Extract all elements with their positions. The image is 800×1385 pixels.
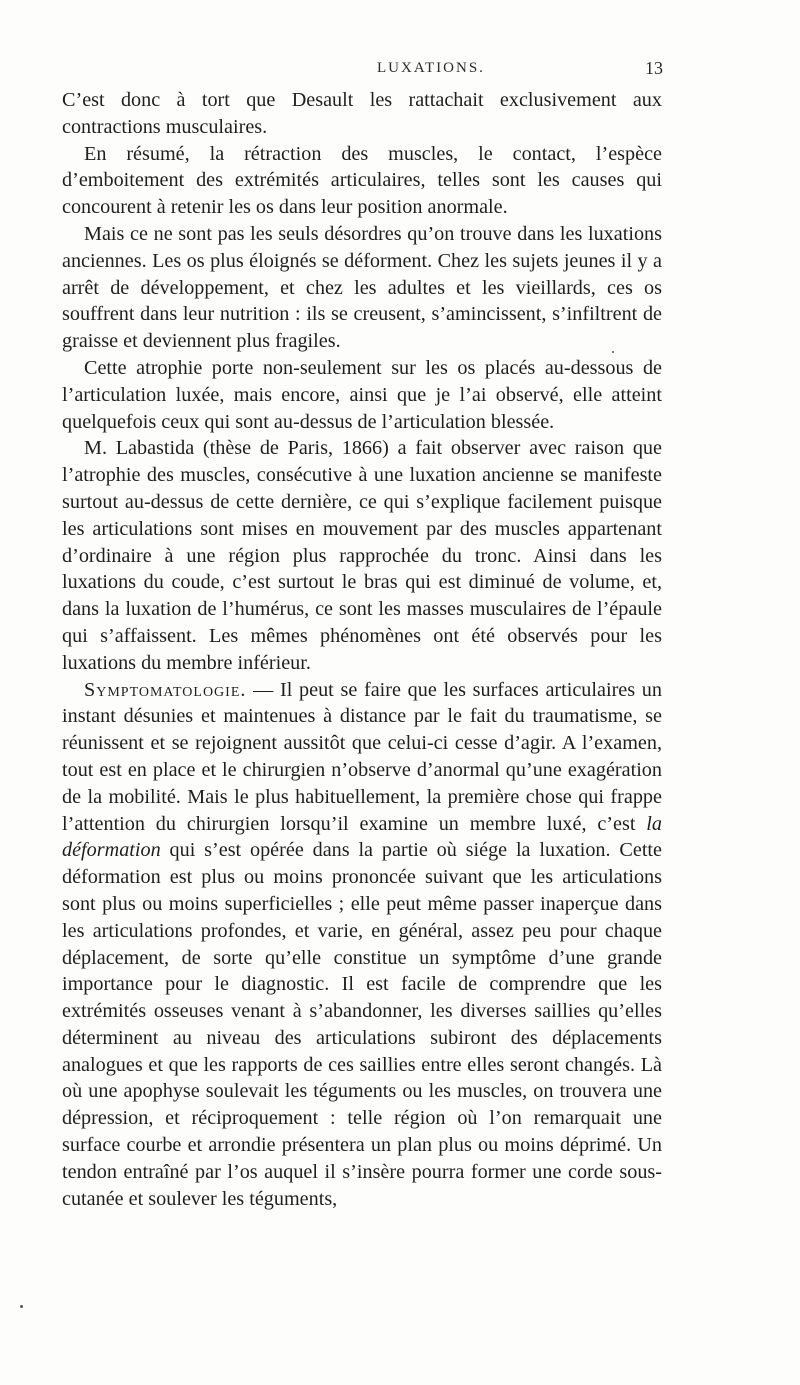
paragraph-3: Mais ce ne sont pas les seuls désordres qu’on trouve dans les luxations anciennes. Les os plus éloignés se déforment. Chez les sujets jeunes il y a arrêt de développement, et chez les adultes et les vieillards, ces os souffrent dans leur nutrition : ils se creusent, s’amincissent, s’infiltrent de graisse et deviennent plus fragiles. — [62, 222, 662, 353]
page-number: 13 — [645, 58, 663, 78]
ink-speck — [612, 351, 614, 353]
ink-speck — [20, 1305, 23, 1308]
paragraph-6-text-b: qui s’est opérée dans la partie où siége la luxation. Cette déformation est plus ou moins prononcée suivant que les articulations sont plus ou moins superficielles ; elle peut même passer inaperçue dans les articulations profondes, et varie, en général, assez peu pour chaque déplacement, de sorte qu’elle constitue un symptôme d’une grande importance pour le diagnostic. Il est facile de comprendre que les extrémités osseuses venant à s’abandonner, les diverses saillies qu’elles déterminent au niveau des articulations subiront des déplacements analogues et que les rapports de ces saillies entre elles seront changés. Là où une apophyse soulevait les téguments ou les muscles, on trouvera une dépression, et réciproquement : telle région où l’on remarquait une surface courbe et arrondie présentera un plan plus ou moins déprimé. Un tendon entraîné par l’os auquel il s’insère pourra former une corde sous-cutanée et soulever les téguments, — [62, 839, 662, 1210]
paragraph-symptomatologie — [62, 677, 662, 1213]
emphasis-deformation: la déformation — [62, 812, 662, 862]
running-title: LUXATIONS. — [377, 60, 485, 76]
paragraph-1: C’est donc à tort que Desault les rattachait exclusivement aux contractions musculaires. — [62, 89, 662, 138]
section-heading-symptomatologie: Symptomatologie. — [84, 678, 247, 701]
page-header — [62, 60, 662, 86]
paragraph-5: M. Labastida (thèse de Paris, 1866) a fait observer avec raison que l’atrophie des muscles, consécutive à une luxation ancienne se manifeste surtout au-dessus de cette dernière, ce qui s’explique facilement puisque les articulations sont mises en mouvement par des muscles appartenant d’ordinaire à une région plus rapprochée du tronc. Ainsi dans les luxations du coude, c’est surtout le bras qui est diminué de volume, et, dans la luxation de l’humérus, ce sont les masses musculaires de l’épaule qui s’affaissent. Les mêmes phénomènes ont été observés pour les luxations du membre inférieur. — [62, 437, 662, 674]
paragraph-2: En résumé, la rétraction des muscles, le contact, l’espèce d’emboitement des extrémités articulaires, telles sont les causes qui concourent à retenir les os dans leur position anormale. — [62, 142, 662, 219]
body-text — [62, 87, 662, 1212]
paragraph-6-text-a: — Il peut se faire que les surfaces articulaires un instant désunies et maintenues à distance par le fait du traumatisme, se réunissent et se rejoignent aussitôt que celui-ci cesse d’agir. A l’examen, tout est en place et le chirurgien n’observe d’anormal qu’une exagération de la mobilité. Mais le plus habituellement, la première chose qui frappe l’attention du chirurgien lorsqu’il examine un membre luxé, c’est — [62, 678, 662, 835]
paragraph-4: Cette atrophie porte non-seulement sur les os placés au-dessous de l’articulation luxée, mais encore, ainsi que je l’ai observé, elle atteint quelquefois ceux qui sont au-dessus de l’articulation blessée. — [62, 356, 662, 433]
